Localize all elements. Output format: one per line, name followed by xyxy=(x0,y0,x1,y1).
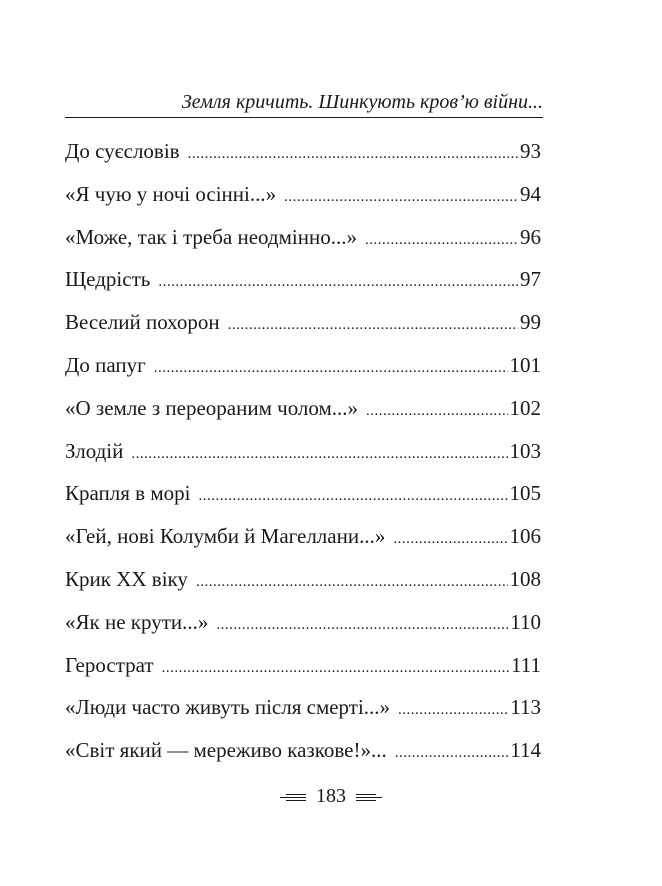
toc-entry xyxy=(65,644,541,687)
toc-entry-title: «Як не крути...» xyxy=(65,609,209,634)
toc-leader-dots xyxy=(365,219,518,262)
toc-leader-dots xyxy=(162,647,509,690)
toc-entry-page: 102 xyxy=(509,395,541,420)
toc-leader-dots xyxy=(395,732,509,775)
toc-entry-title: «Я чую у ночі осінні...» xyxy=(65,181,277,206)
toc-entry-title: Щедрість xyxy=(65,267,151,292)
toc-leader-dots xyxy=(198,475,507,518)
toc-entry-page: 103 xyxy=(509,438,541,463)
toc-entry-title: До папуг xyxy=(65,352,146,377)
toc-entry-page: 99 xyxy=(520,310,541,335)
toc-entry-page: 105 xyxy=(509,481,541,506)
toc-leader-dots xyxy=(228,304,518,347)
toc-entry-title: «О земле з переораним чолом...» xyxy=(65,395,359,420)
page-footer xyxy=(0,785,662,808)
toc-entry xyxy=(65,301,541,344)
toc-leader-dots xyxy=(398,689,508,732)
toc-entry xyxy=(65,173,541,216)
running-header: Земля кричить. Шинкують кров’ю війни... xyxy=(181,91,543,113)
toc-entry-page: 97 xyxy=(520,267,541,292)
toc-leader-dots xyxy=(158,261,518,304)
toc-entry-page: 93 xyxy=(520,139,541,163)
toc-entry-page: 96 xyxy=(520,224,541,249)
toc-leader-dots xyxy=(131,433,507,476)
toc-entry-title: Герострат xyxy=(65,652,154,677)
toc-leader-dots xyxy=(393,518,507,561)
toc-entry-page: 101 xyxy=(509,352,541,377)
toc-entry xyxy=(65,258,541,301)
toc-entry xyxy=(65,387,541,430)
toc-leader-dots xyxy=(216,604,508,647)
toc-entry xyxy=(65,515,541,558)
toc-leader-dots xyxy=(154,347,508,390)
toc-entry-title: Крапля в морі xyxy=(65,481,191,506)
toc-entry-title: «Люди часто живуть після смерті...» xyxy=(65,695,391,720)
toc-entry-page: 106 xyxy=(509,524,541,549)
toc-entry-title: Злодій xyxy=(65,438,124,463)
toc-entry xyxy=(65,601,541,644)
footer-ornament-right xyxy=(356,793,384,801)
toc-leader-dots xyxy=(284,176,518,219)
toc-leader-dots xyxy=(188,133,518,176)
toc-entry-title: Крик XX віку xyxy=(65,566,188,591)
toc-entry-page: 114 xyxy=(510,738,541,763)
toc-entry-page: 113 xyxy=(510,695,541,720)
toc-entry-title: «Світ який — мереживо казкове!»... xyxy=(65,738,387,763)
toc-leader-dots xyxy=(196,561,508,604)
toc-entry xyxy=(65,686,541,729)
toc-entry xyxy=(65,430,541,473)
toc-entry xyxy=(65,472,541,515)
toc-entry-title: Веселий похорон xyxy=(65,310,220,335)
toc-entry xyxy=(65,344,541,387)
toc-entry-page: 110 xyxy=(510,609,541,634)
toc-leader-dots xyxy=(366,390,507,433)
toc-entry-title: «Гей, нові Колумби й Магеллани...» xyxy=(65,524,386,549)
toc-entry-title: «Може, так і треба неодмінно...» xyxy=(65,224,357,249)
table-of-contents xyxy=(65,130,541,772)
footer-ornament-left xyxy=(278,793,306,801)
toc-entry-page: 94 xyxy=(520,181,541,206)
toc-entry xyxy=(65,558,541,601)
toc-entry-page: 108 xyxy=(509,566,541,591)
page-number: 183 xyxy=(316,785,346,807)
toc-entry-title: До суєсловів xyxy=(65,139,180,163)
header-rule xyxy=(65,117,543,118)
toc-entry xyxy=(65,729,541,772)
toc-entry xyxy=(65,130,541,173)
toc-entry xyxy=(65,216,541,259)
toc-entry-page: 111 xyxy=(511,652,541,677)
